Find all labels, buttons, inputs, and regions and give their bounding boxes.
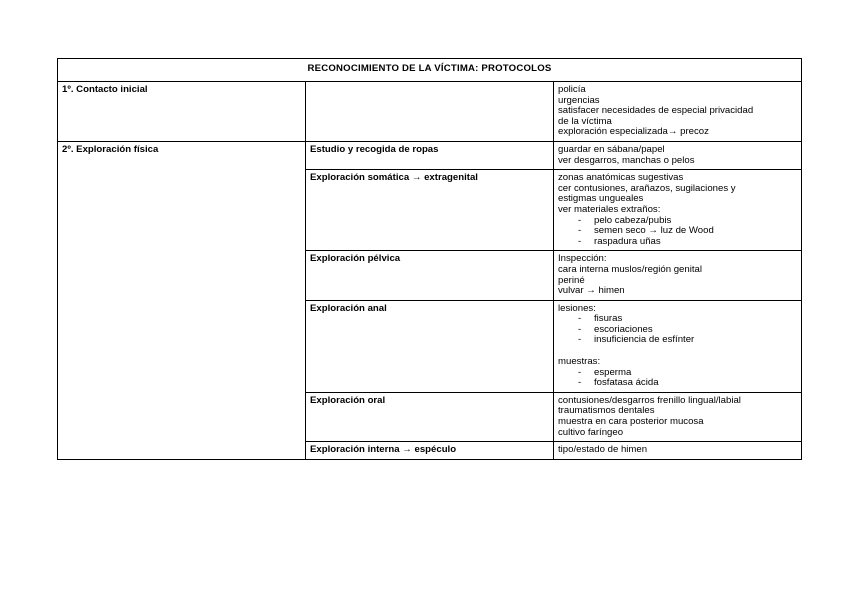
detail-line: ver desgarros, manchas o pelos	[558, 154, 695, 166]
protocol-table	[57, 58, 802, 460]
section-contacto-inicial: 1º. Contacto inicial	[58, 82, 306, 142]
detail-line: estigmas ungueales	[558, 193, 644, 205]
detail-line: Inspección:	[558, 253, 607, 265]
list-item: - esperma	[578, 366, 632, 378]
detail-line: cara interna muslos/región genital	[558, 263, 702, 275]
detail-line: muestra en cara posterior mucosa	[558, 416, 704, 428]
interna-details	[554, 442, 802, 460]
section-exploracion-fisica: 2º. Exploración física	[58, 141, 306, 459]
detail-line: traumatismos dentales	[558, 405, 655, 417]
detail-line: policía	[558, 84, 586, 95]
step-somatica: Exploración somática → extragenital	[306, 170, 554, 251]
detail-line: ver materiales extraños:	[558, 203, 661, 215]
list-item: - pelo cabeza/pubis	[578, 214, 672, 226]
empty-cell	[306, 82, 554, 142]
detail-line: zonas anatómicas sugestivas	[558, 172, 684, 184]
table-row	[58, 82, 802, 142]
detail-line: contusiones/desgarros frenillo lingual/labial	[558, 394, 741, 406]
lesiones-list	[558, 314, 797, 346]
list-item: - raspadura uñas	[578, 235, 661, 247]
somatica-details	[554, 170, 802, 251]
detail-line: tipo/estado de himen	[558, 444, 648, 456]
pelvica-details	[554, 251, 802, 300]
detail-line: de la víctima	[558, 115, 612, 127]
ropas-details	[554, 141, 802, 169]
step-oral: Exploración oral	[306, 392, 554, 441]
oral-details	[554, 392, 802, 441]
list-item: - semen seco → luz de Wood	[578, 225, 714, 237]
lesiones-label: lesiones:	[558, 302, 596, 314]
detail-line: periné	[558, 274, 585, 286]
muestras-label: muestras:	[558, 356, 601, 368]
muestras-list	[558, 368, 797, 389]
step-interna: Exploración interna → espéculo	[306, 442, 554, 460]
detail-line: cultivo faríngeo	[558, 426, 624, 438]
list-item: - escoriaciones	[578, 323, 653, 335]
table-title-row	[58, 59, 802, 82]
detail-line: exploración especializada→ precoz	[558, 126, 709, 138]
list-item: - fosfatasa ácida	[578, 377, 659, 389]
list-item: - insuficiencia de esfínter	[578, 334, 695, 346]
table-title: RECONOCIMIENTO DE LA VÍCTIMA: PROTOCOLOS	[58, 59, 802, 82]
anal-details	[554, 300, 802, 392]
step-pelvica: Exploración pélvica	[306, 251, 554, 300]
sub-list	[558, 216, 797, 248]
step-ropas: Estudio y recogida de ropas	[306, 141, 554, 169]
detail-line: satisfacer necesidades de especial privacidad	[558, 105, 754, 117]
contacto-details	[554, 82, 802, 142]
detail-line: cer contusiones, arañazos, sugilaciones y	[558, 182, 736, 194]
detail-line: urgencias	[558, 94, 600, 106]
table-row	[58, 141, 802, 169]
detail-line: vulvar → himen	[558, 285, 625, 297]
step-anal: Exploración anal	[306, 300, 554, 392]
detail-line: guardar en sábana/papel	[558, 143, 665, 155]
list-item: - fisuras	[578, 313, 623, 325]
